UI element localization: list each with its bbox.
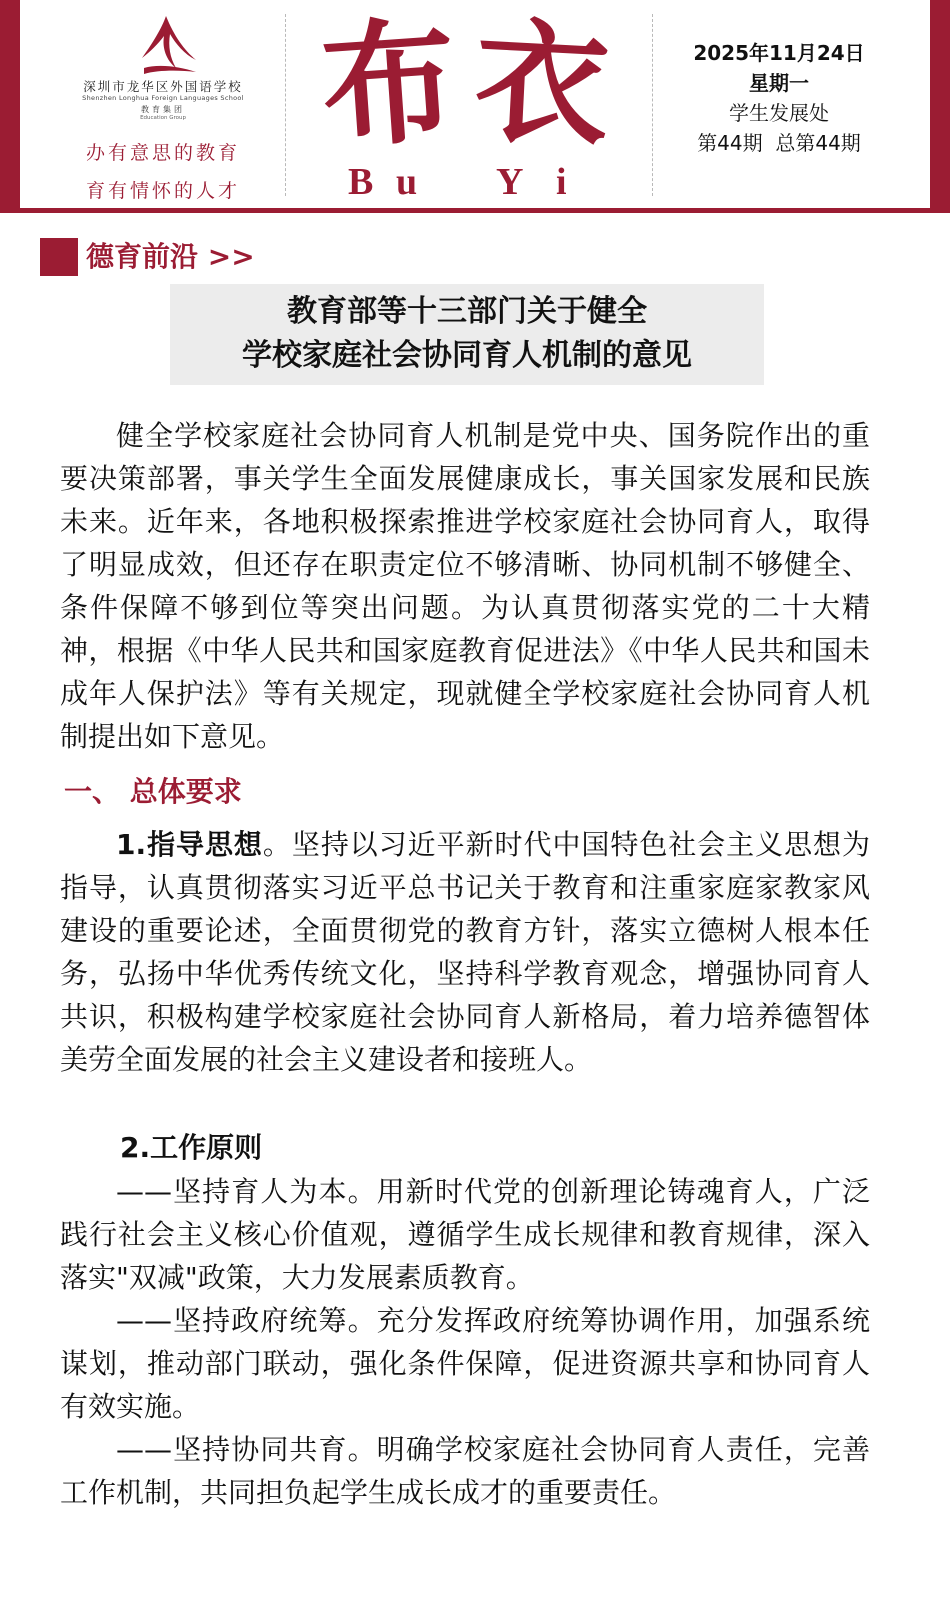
principle-3: ——坚持协同共育。明确学校家庭社会协同育人责任，完善工作机制，共同担负起学生成长成才的重要责任。 xyxy=(60,1433,870,1509)
header-left-bar xyxy=(0,0,20,213)
principle-1: ——坚持育人为本。用新时代党的创新理论铸魂育人，广泛践行社会主义核心价值观，遵循学生成长规律和教育规律，深入落实"双减"政策，大力发展素质教育。 xyxy=(60,1175,870,1294)
slogan-line-1: 办有意思的教育 xyxy=(85,142,240,164)
issue-number: 第44期 总第44期 xyxy=(697,131,861,155)
document-title-line-1: 教育部等十三部门关于健全 xyxy=(287,294,647,329)
masthead xyxy=(300,0,645,204)
education-group-english: Education Group xyxy=(140,115,186,121)
heading-general-requirements: 一、 总体要求 xyxy=(64,775,242,808)
header-right-bar xyxy=(930,0,950,213)
masthead-char-2: 衣 xyxy=(470,1,614,167)
masthead-roman-1: B xyxy=(348,161,374,203)
masthead-roman-2: u xyxy=(396,161,418,203)
principle-2: ——坚持政府统筹。充分发挥政府统筹协调作用，加强系统谋划，推动部门联动，强化条件保障，促进资源共享和协同育人有效实施。 xyxy=(60,1304,870,1423)
masthead-roman-4: i xyxy=(556,161,567,203)
section-marker xyxy=(40,238,78,276)
issue-department: 学生发展处 xyxy=(729,101,829,125)
masthead-roman-3: Y xyxy=(496,161,524,203)
item-1-text: 。坚持以习近平新时代中国特色社会主义思想为指导，认真贯彻落实习近平总书记关于教育和注重家庭家教家风建设的重要论述，全面贯彻党的教育方针，落实立德树人根本任务，弘扬中华优秀传统文化，坚持科学教育观念，增强协同育人共识，积极构建学校家庭社会协同育人新格局，着力培养德智体美劳全面发展的社会主义建设者和接班人。 xyxy=(60,828,870,1076)
item-2-label: 2.工作原则 xyxy=(120,1131,263,1164)
issue-weekday: 星期一 xyxy=(749,71,809,95)
document-title-line-2: 学校家庭社会协同育人机制的意见 xyxy=(242,338,692,373)
principles-block xyxy=(60,1170,870,1514)
section-title: 德育前沿 >> xyxy=(86,240,255,273)
item-1-label: 1.指导思想 xyxy=(116,828,263,861)
issue-info xyxy=(668,38,890,158)
masthead-char-1: 布 xyxy=(316,0,462,168)
header-bottom-rule xyxy=(0,208,950,213)
header-divider-right xyxy=(652,14,653,196)
document-title-box xyxy=(170,284,764,385)
education-group-label: 教育集团 xyxy=(141,105,185,114)
item-1-block xyxy=(60,823,870,1081)
intro-paragraph: 健全学校家庭社会协同育人机制是党中央、国务院作出的重要决策部署，事关学生全面发展健康成长，事关国家发展和民族未来。近年来，各地积极探索推进学校家庭社会协同育人，取得了明显成效，但还存在职责定位不够清晰、协同机制不够健全、条件保障不够到位等突出问题。为认真贯彻落实党的二十大精神，根据《中华人民共和国家庭教育促进法》《中华人民共和国未成年人保护法》等有关规定，现就健全学校家庭社会协同育人机制提出如下意见。 xyxy=(60,419,870,753)
issue-date: 2025年11月24日 xyxy=(693,41,865,65)
item-1-paragraph xyxy=(60,823,870,1081)
school-name: 深圳市龙华区外国语学校 xyxy=(83,79,243,94)
intro-paragraph-block xyxy=(60,414,870,758)
slogan-line-2: 育有情怀的人才 xyxy=(85,180,240,202)
school-logo-icon xyxy=(136,14,200,80)
school-name-english: Shenzhen Longhua Foreign Languages School xyxy=(82,94,244,102)
